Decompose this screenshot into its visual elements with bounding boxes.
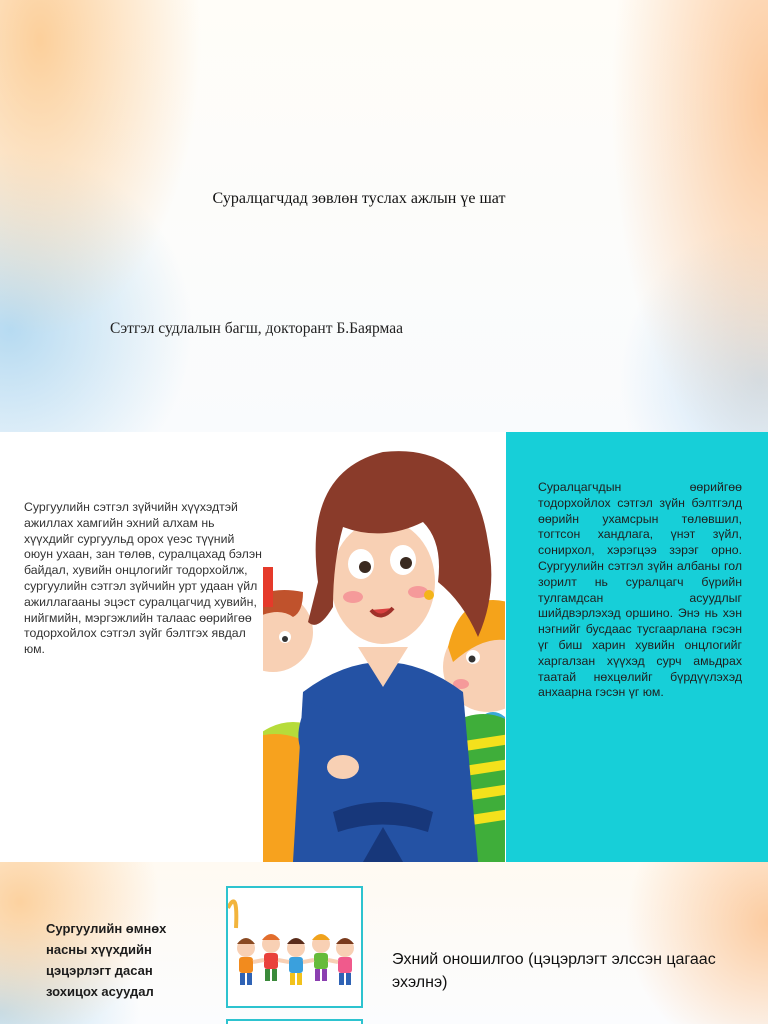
- presentation-title: Суралцагчдад зөвлөн туслах ажлын үе шат: [212, 190, 506, 207]
- title-slide: [0, 0, 768, 432]
- children-illustration-icon: [226, 886, 363, 1008]
- content-slide: [0, 432, 768, 862]
- topic-slide: [0, 862, 768, 1024]
- teacher-illustration-icon: [263, 432, 505, 862]
- presentation-author: Сэтгэл судлалын багш, докторант Б.Баярмаа: [110, 320, 404, 337]
- intro-paragraph: Сургуулийн сэтгэл зүйчийн хүүхэдтэй ажиллах хамгийн эхний алхам нь хүүхдийг сургуульд орох үеэс түүний оюун ухаан, зан төлөв, суралцахад бэлэн байдал, хувийн онцлогийг тодорхойлж, сургуулийн сэтгэл зүйчийн урт удаан үйл ажиллагааны эцэст суралцагчид хувийн, нийгмийн, мэргэжлийн талаас өөрийгөө тодорхойлох сэтгэл зүйг бэлтгэх явдал юм.: [24, 500, 262, 657]
- diagnosis-item: Эхний оношилгоо (цэцэрлэгт элссэн цагаас эхэлнэ): [392, 951, 716, 991]
- goal-paragraph: Суралцагчдын өөрийгөө тодорхойлох сэтгэл зүйн бэлтгэлд өөрийн ухамсрын төлөвшил, тогтсон хандлага, үнэт зүйл, сонирхол, хэрэгцээ зэрэг орно. Сургуулийн сэтгэл зүйн албаны гол зорилт нь суралцагч бүрийн тулгамдсан асуудлыг шийдвэрлэхэд оршино. Энэ нь хэн нэгнийг бусдаас тусгаарлана гэсэн үг биш харин хувийн онцлогийг харгалзан хүүхэд сурч амьдрах таатай нөхцөлийг бүрдүүлэхэд анхаарна гэсэн үг юм.: [538, 480, 742, 700]
- topic-heading: Сургуулийн өмнөх насны хүүхдийн цэцэрлэгт дасан зохицох асуудал: [46, 921, 167, 999]
- next-thumbnail-frame: [226, 1019, 363, 1024]
